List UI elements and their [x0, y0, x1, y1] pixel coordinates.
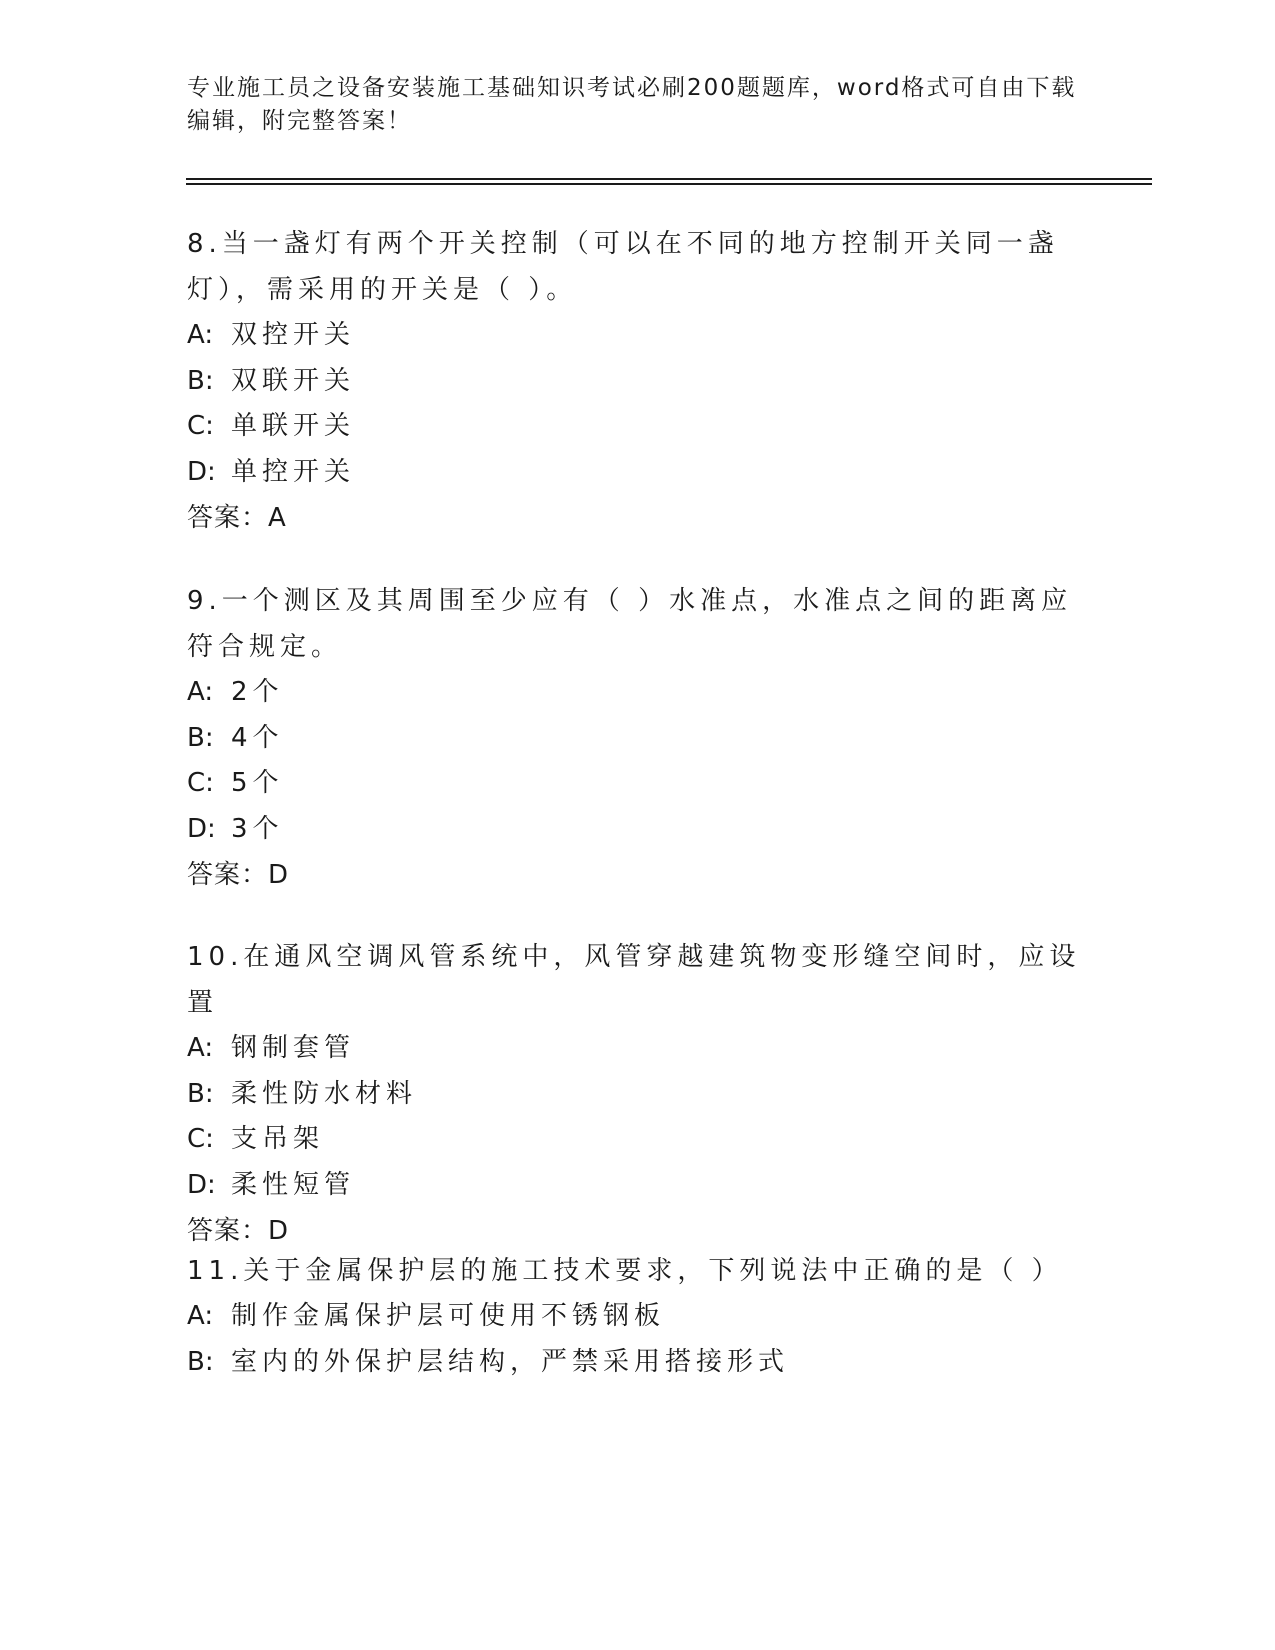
- option-label: A:: [187, 1301, 214, 1331]
- option-label: A:: [187, 1033, 214, 1063]
- option-a: [187, 313, 1087, 359]
- question-stem: 8.当一盏灯有两个开关控制（可以在不同的地方控制开关同一盏灯），需采用的开关是（ ）。: [187, 229, 1059, 305]
- option-d: [187, 1163, 1087, 1209]
- option-label: C:: [187, 411, 214, 441]
- option-label: B:: [187, 722, 214, 753]
- question-stem: 9.一个测区及其周围至少应有（ ）水准点，水准点之间的距离应符合规定。: [187, 586, 1073, 662]
- question-9: [187, 578, 1087, 898]
- option-text: 单控开关: [231, 456, 356, 487]
- option-d: [187, 807, 1087, 853]
- answer-value: D: [268, 860, 290, 890]
- answer-value: D: [268, 1216, 290, 1246]
- option-text: 室内的外保护层结构，严禁采用搭接形式: [231, 1346, 790, 1377]
- option-label: A:: [187, 677, 214, 707]
- question-11: [187, 1248, 1087, 1385]
- option-label: C:: [187, 1124, 214, 1154]
- answer-label: 答案：: [187, 503, 269, 533]
- option-b: [187, 359, 1087, 405]
- option-text: 2个: [231, 677, 284, 707]
- document-header: [187, 72, 1087, 138]
- option-label: C:: [187, 768, 214, 798]
- answer-label: 答案：: [187, 1216, 269, 1246]
- answer-line: [187, 495, 1087, 541]
- option-text: 双联开关: [231, 365, 356, 396]
- option-text: 单联开关: [231, 411, 356, 441]
- option-c: [187, 761, 1087, 807]
- option-text: 柔性防水材料: [231, 1078, 418, 1109]
- option-label: D:: [187, 1169, 216, 1200]
- option-a: [187, 670, 1087, 716]
- option-b: [187, 1072, 1087, 1118]
- option-label: B:: [187, 1346, 214, 1377]
- option-b: [187, 716, 1087, 762]
- option-label: A:: [187, 320, 214, 350]
- option-label: B:: [187, 1078, 214, 1109]
- header-title: 专业施工员之设备安装施工基础知识考试必刷200题题库，word格式可自由下载编辑，附完整答案！: [187, 75, 1077, 134]
- question-stem: 10.在通风空调风管系统中，风管穿越建筑物变形缝空间时，应设置: [187, 942, 1081, 1018]
- option-label: D:: [187, 813, 216, 844]
- header-divider-bottom: [186, 183, 1152, 185]
- question-stem: 11.关于金属保护层的施工技术要求，下列说法中正确的是（ ）: [187, 1256, 1063, 1286]
- option-a: [187, 1026, 1087, 1072]
- question-10: [187, 934, 1087, 1254]
- header-divider-top: [186, 178, 1152, 180]
- option-c: [187, 404, 1087, 450]
- option-text: 5个: [231, 768, 284, 798]
- option-d: [187, 450, 1087, 496]
- option-text: 3个: [231, 813, 284, 844]
- option-b: [187, 1340, 1087, 1386]
- option-text: 制作金属保护层可使用不锈钢板: [231, 1301, 666, 1331]
- option-text: 4个: [231, 722, 284, 753]
- option-text: 双控开关: [231, 320, 356, 350]
- option-text: 柔性短管: [231, 1169, 356, 1200]
- option-label: B:: [187, 365, 214, 396]
- question-8: [187, 221, 1087, 541]
- option-a: [187, 1294, 1087, 1340]
- option-c: [187, 1117, 1087, 1163]
- option-text: 支吊架: [231, 1124, 325, 1154]
- option-label: D:: [187, 456, 216, 487]
- answer-label: 答案：: [187, 860, 269, 890]
- answer-line: [187, 852, 1087, 898]
- answer-value: A: [268, 503, 287, 533]
- option-text: 钢制套管: [231, 1033, 356, 1063]
